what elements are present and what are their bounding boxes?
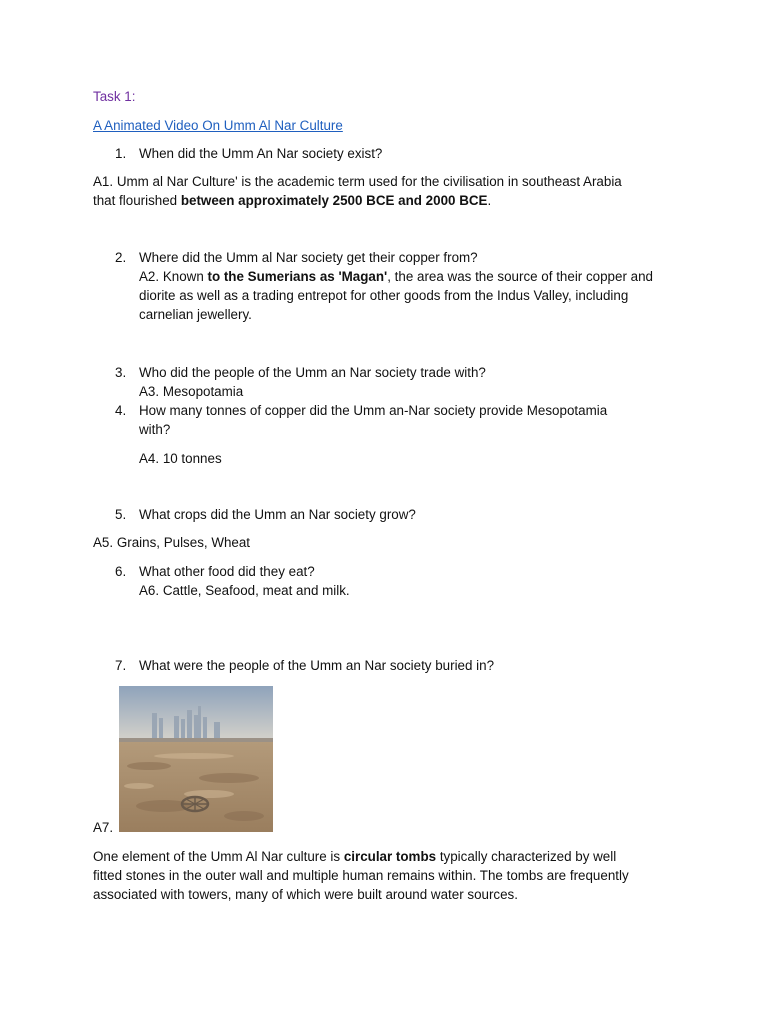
a2-line3: carnelian jewellery. bbox=[139, 307, 252, 322]
a1-line2: that flourished between approximately 2500 BCE and 2000 BCE. bbox=[93, 193, 492, 208]
q1-number: 1. bbox=[115, 146, 127, 161]
q2-text: Where did the Umm al Nar society get their copper from? bbox=[139, 250, 478, 265]
tomb-photo bbox=[119, 686, 273, 832]
q7-text: What were the people of the Umm an Nar society buried in? bbox=[139, 658, 495, 673]
a4-text: A4. 10 tonnes bbox=[139, 451, 222, 466]
q5-number: 5. bbox=[115, 507, 127, 522]
a2-line2: diorite as well as a trading entrepot for other goods from the Indus Valley, including bbox=[139, 288, 629, 303]
video-link[interactable]: A Animated Video On Umm Al Nar Culture bbox=[93, 118, 343, 133]
closing-line3: associated with towers, many of which were built around water sources. bbox=[93, 887, 518, 902]
a5-text: A5. Grains, Pulses, Wheat bbox=[93, 535, 251, 550]
q1-text: When did the Umm An Nar society exist? bbox=[139, 146, 383, 161]
a6-text: A6. Cattle, Seafood, meat and milk. bbox=[139, 583, 350, 598]
q4-text: How many tonnes of copper did the Umm an-Nar society provide Mesopotamia bbox=[139, 403, 608, 418]
q6-number: 6. bbox=[115, 564, 127, 579]
q6-text: What other food did they eat? bbox=[139, 564, 315, 579]
task-title: Task 1: bbox=[93, 89, 136, 104]
a2-line1: A2. Known to the Sumerians as 'Magan', the area was the source of their copper and bbox=[139, 269, 653, 284]
closing-line1: One element of the Umm Al Nar culture is circular tombs typically characterized by well bbox=[93, 849, 617, 864]
q4-number: 4. bbox=[115, 403, 127, 418]
a1-line1: A1. Umm al Nar Culture' is the academic term used for the civilisation in southeast Arabia bbox=[93, 174, 622, 189]
q4-text-line2: with? bbox=[139, 422, 171, 437]
q3-text: Who did the people of the Umm an Nar society trade with? bbox=[139, 365, 486, 380]
q5-text: What crops did the Umm an Nar society grow? bbox=[139, 507, 416, 522]
q2-number: 2. bbox=[115, 250, 127, 265]
q3-number: 3. bbox=[115, 365, 127, 380]
a3-text: A3. Mesopotamia bbox=[139, 384, 244, 399]
q7-number: 7. bbox=[115, 658, 127, 673]
closing-line2: fitted stones in the outer wall and multiple human remains within. The tombs are frequently bbox=[93, 868, 629, 883]
a7-label: A7. bbox=[93, 820, 114, 835]
